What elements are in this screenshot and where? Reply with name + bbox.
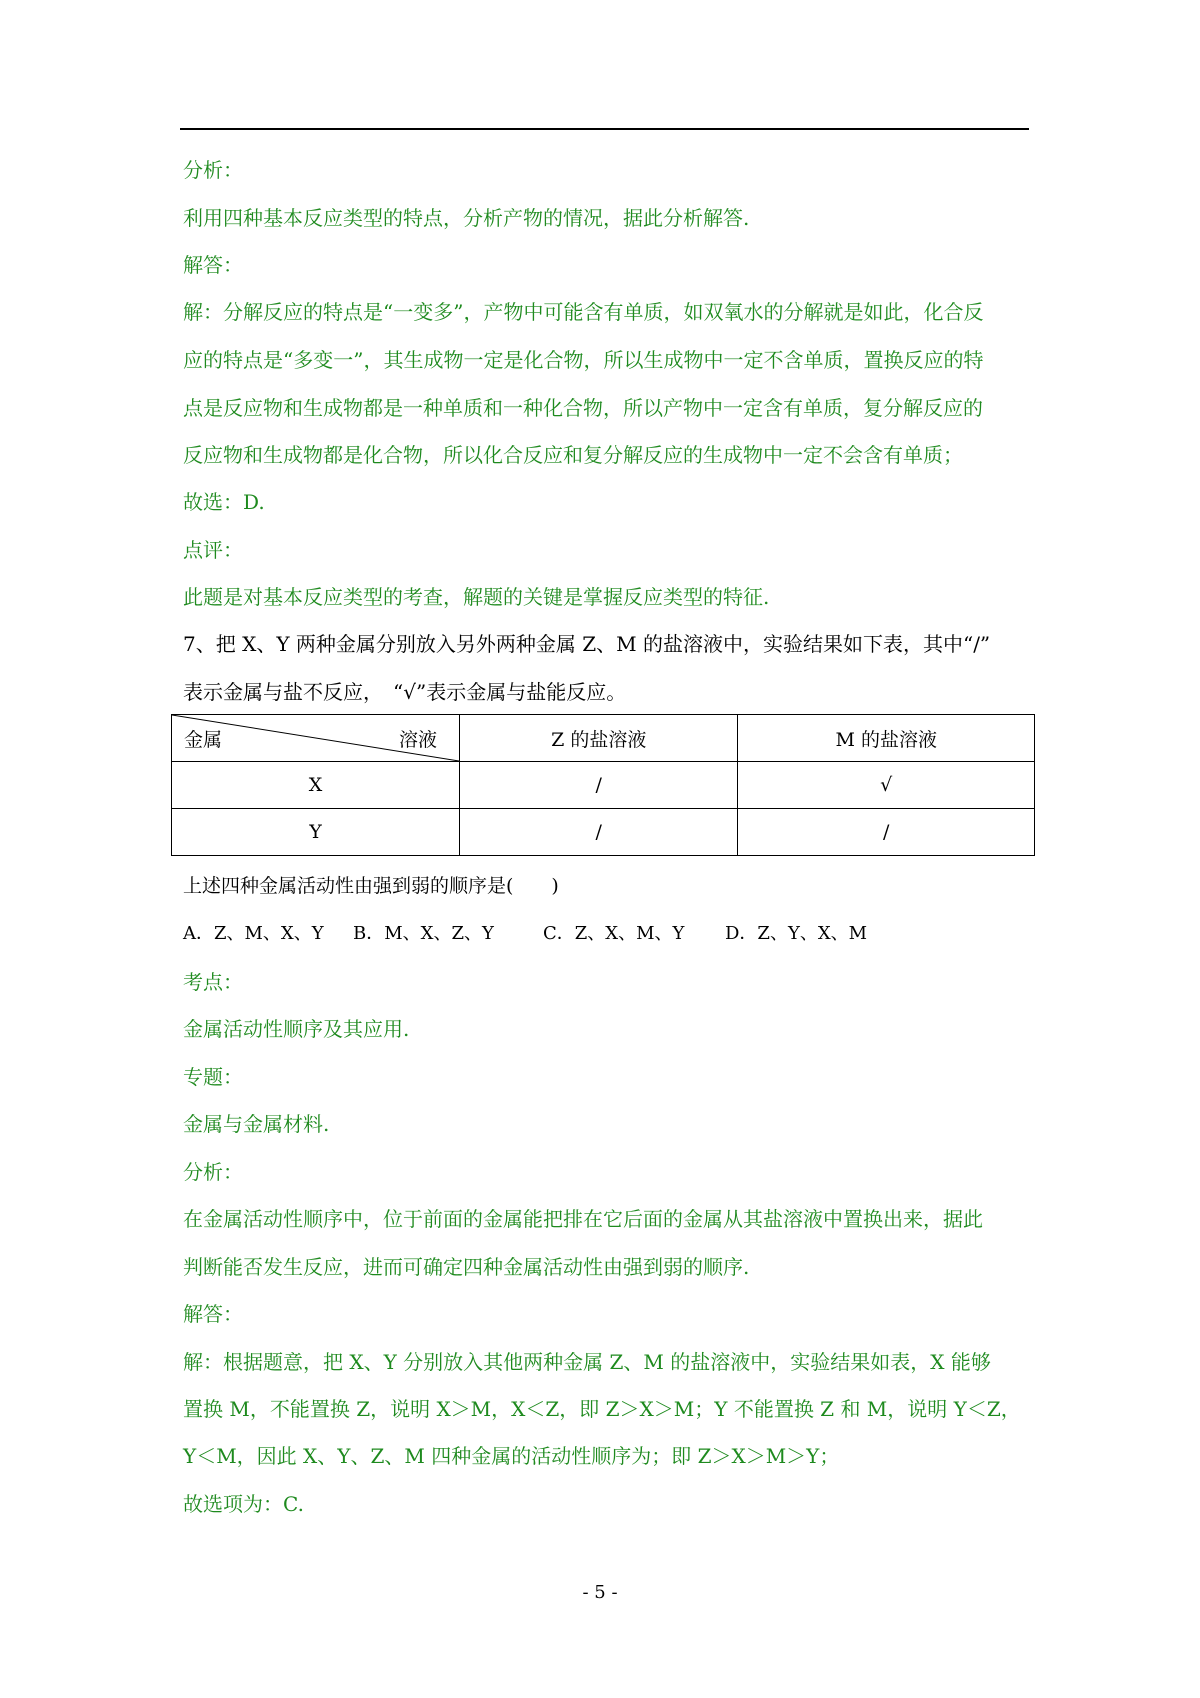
text-line: 解：分解反应的特点是“一变多”，产物中可能含有单质，如双氧水的分解就是如此，化合反 bbox=[183, 300, 984, 324]
text-line: 判断能否发生反应，进而可确定四种金属活动性由强到弱的顺序. bbox=[183, 1255, 750, 1279]
option-b: B．M、X、Z、Y bbox=[353, 923, 494, 944]
text-line: 反应物和生成物都是化合物，所以化合反应和复分解反应的生成物中一定不会含有单质； bbox=[183, 443, 963, 467]
diagonal-header-cell bbox=[172, 715, 460, 762]
text-line: 解答： bbox=[183, 253, 243, 277]
result-cell: / bbox=[738, 809, 1035, 856]
text-line: 金属与金属材料. bbox=[183, 1112, 330, 1136]
option-a: A．Z、M、X、Y bbox=[183, 923, 324, 944]
header-metal-label: 金属 bbox=[184, 729, 223, 751]
reaction-table bbox=[171, 714, 1035, 856]
text-line: 分析： bbox=[183, 1160, 243, 1184]
header-z-solution: Z 的盐溶液 bbox=[460, 715, 738, 762]
text-line: 故选项为：C. bbox=[183, 1492, 304, 1516]
question-line: 上述四种金属活动性由强到弱的顺序是( ) bbox=[183, 875, 559, 897]
question-stem: 7、把 X、Y 两种金属分别放入另外两种金属 Z、M 的盐溶液中，实验结果如下表，其中“/” bbox=[183, 632, 991, 656]
text-line: 解答： bbox=[183, 1302, 243, 1326]
option-c: C．Z、X、M、Y bbox=[543, 923, 685, 944]
text-line: 此题是对基本反应类型的考查，解题的关键是掌握反应类型的特征. bbox=[183, 585, 770, 609]
text-line: 应的特点是“多变一”，其生成物一定是化合物，所以生成物中一定不含单质，置换反应的特 bbox=[183, 348, 984, 372]
text-line: 专题： bbox=[183, 1065, 243, 1089]
metal-cell: X bbox=[172, 762, 460, 809]
text-line: 置换 M，不能置换 Z，说明 X＞M，X＜Z，即 Z＞X＞M；Y 不能置换 Z 和 M，说明 Y＜Z， bbox=[183, 1397, 1021, 1421]
text-line: 在金属活动性顺序中，位于前面的金属能把排在它后面的金属从其盐溶液中置换出来，据此 bbox=[183, 1207, 983, 1231]
option-d: D．Z、Y、X、M bbox=[725, 923, 868, 944]
header-m-solution: M 的盐溶液 bbox=[738, 715, 1035, 762]
result-cell: / bbox=[460, 762, 738, 809]
result-cell: / bbox=[460, 809, 738, 856]
metal-cell: Y bbox=[172, 809, 460, 856]
text-line: 解：根据题意，把 X、Y 分别放入其他两种金属 Z、M 的盐溶液中，实验结果如表，X 能够 bbox=[183, 1350, 991, 1374]
page-number: - 5 - bbox=[582, 1582, 618, 1603]
header-solution-label: 溶液 bbox=[398, 729, 437, 751]
text-line: 分析： bbox=[183, 158, 243, 182]
table-row bbox=[172, 762, 1035, 809]
text-line: Y＜M，因此 X、Y、Z、M 四种金属的活动性顺序为；即 Z＞X＞M＞Y； bbox=[183, 1444, 840, 1468]
table-row bbox=[172, 809, 1035, 856]
text-line: 考点： bbox=[183, 970, 243, 994]
text-line: 点评： bbox=[183, 538, 243, 562]
text-line: 故选：D. bbox=[183, 490, 265, 514]
header-rule bbox=[180, 128, 1029, 130]
text-line: 点是反应物和生成物都是一种单质和一种化合物，所以产物中一定含有单质，复分解反应的 bbox=[183, 396, 983, 420]
table-header-row bbox=[172, 715, 1035, 762]
result-cell: √ bbox=[738, 762, 1035, 809]
question-stem: 表示金属与盐不反应， “√”表示金属与盐能反应。 bbox=[183, 680, 627, 704]
text-line: 金属活动性顺序及其应用. bbox=[183, 1017, 410, 1041]
text-line: 利用四种基本反应类型的特点，分析产物的情况，据此分析解答. bbox=[183, 206, 750, 230]
